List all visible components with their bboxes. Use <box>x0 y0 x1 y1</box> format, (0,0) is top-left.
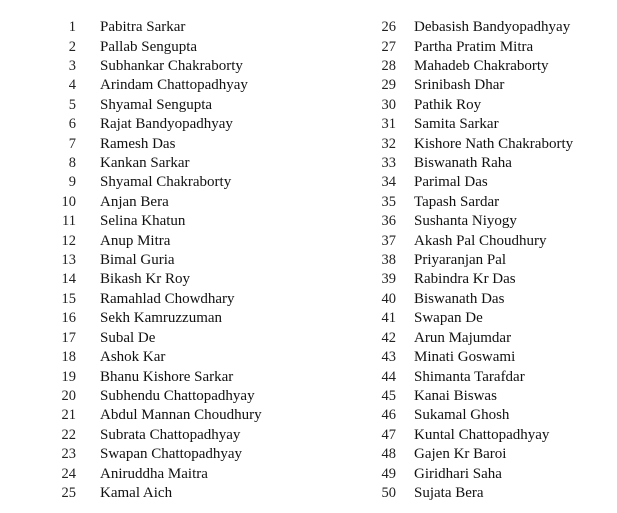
list-item <box>362 309 573 328</box>
list-item-name: Minati Goswami <box>414 349 516 366</box>
list-item-name: Ramesh Das <box>100 135 176 152</box>
list-item-number: 14 <box>61 271 76 288</box>
list-item-number: 50 <box>381 484 396 501</box>
list-item <box>362 464 573 483</box>
list-item-name: Shimanta Tarafdar <box>414 368 525 385</box>
list-item <box>50 426 262 445</box>
list-item <box>362 231 573 250</box>
list-item-name: Arun Majumdar <box>414 329 512 346</box>
list-item-name: Bimal Guria <box>100 252 175 269</box>
list-item-name: Kuntal Chattopadhyay <box>414 426 550 443</box>
list-item-number: 1 <box>68 19 76 36</box>
list-item-number: 42 <box>381 329 396 346</box>
list-item-name: Parimal Das <box>414 174 488 191</box>
list-item-number: 24 <box>61 465 76 482</box>
list-item-name: Ashok Kar <box>100 349 166 366</box>
list-item-name: Biswanath Raha <box>414 155 512 172</box>
list-item <box>362 173 573 192</box>
list-item-number: 31 <box>381 116 396 133</box>
list-item-name: Sukamal Ghosh <box>414 407 510 424</box>
list-item-number: 33 <box>381 155 396 172</box>
list-item <box>50 290 262 309</box>
list-item <box>362 406 573 425</box>
list-item-number: 16 <box>61 310 76 327</box>
list-item-name: Sekh Kamruzzuman <box>100 310 223 327</box>
list-item-number: 10 <box>61 193 76 210</box>
list-item-number: 37 <box>381 232 396 249</box>
list-item-number: 18 <box>61 349 76 366</box>
list-item <box>50 18 262 37</box>
list-item-number: 30 <box>381 96 396 113</box>
list-item <box>50 76 262 95</box>
list-item <box>362 193 573 212</box>
list-item <box>362 484 573 503</box>
list-item-number: 43 <box>381 349 396 366</box>
list-item <box>50 212 262 231</box>
list-item-number: 38 <box>381 252 396 269</box>
list-item-number: 40 <box>381 290 396 307</box>
list-item-number: 12 <box>61 232 76 249</box>
list-item <box>50 270 262 289</box>
list-item-number: 3 <box>68 58 76 75</box>
list-item <box>362 115 573 134</box>
list-item-name: Kishore Nath Chakraborty <box>414 135 574 152</box>
list-item-number: 27 <box>381 38 396 55</box>
list-item-number: 28 <box>381 58 396 75</box>
list-item-number: 25 <box>61 484 76 501</box>
list-item-number: 26 <box>381 19 396 36</box>
list-item <box>50 348 262 367</box>
list-item-name: Subrata Chattopadhyay <box>100 426 241 443</box>
list-item-number: 39 <box>381 271 396 288</box>
list-item-name: Rajat Bandyopadhyay <box>100 116 233 133</box>
list-item <box>362 290 573 309</box>
list-item <box>362 37 573 56</box>
list-item-number: 5 <box>68 96 76 113</box>
list-item <box>362 154 573 173</box>
list-item-name: Anup Mitra <box>100 232 171 249</box>
list-item-number: 19 <box>61 368 76 385</box>
list-item <box>362 18 573 37</box>
list-item-number: 7 <box>68 135 76 152</box>
list-item-number: 20 <box>61 387 76 404</box>
list-item <box>362 387 573 406</box>
left-column <box>50 18 262 503</box>
list-item-name: Ramahlad Chowdhary <box>100 290 235 307</box>
list-item-name: Pabitra Sarkar <box>100 19 186 36</box>
list-item-number: 46 <box>381 407 396 424</box>
list-item-name: Anjan Bera <box>100 193 169 210</box>
list-item-name: Priyaranjan Pal <box>414 252 507 269</box>
list-item-number: 35 <box>381 193 396 210</box>
list-item-name: Shyamal Chakraborty <box>100 174 232 191</box>
list-item-name: Biswanath Das <box>414 290 505 307</box>
list-item <box>50 367 262 386</box>
list-item-name: Subhankar Chakraborty <box>100 58 243 75</box>
list-item <box>50 96 262 115</box>
list-item-name: Abdul Mannan Choudhury <box>100 407 262 424</box>
list-item-number: 13 <box>61 252 76 269</box>
list-item-name: Aniruddha Maitra <box>100 465 208 482</box>
list-item-name: Subal De <box>100 329 156 346</box>
list-item-number: 48 <box>381 446 396 463</box>
list-item <box>50 484 262 503</box>
list-item <box>50 57 262 76</box>
list-item-number: 9 <box>68 174 76 191</box>
list-item <box>362 329 573 348</box>
list-item-name: Pallab Sengupta <box>100 38 198 55</box>
list-item <box>50 37 262 56</box>
list-item-name: Kanai Biswas <box>414 387 497 404</box>
list-item-name: Tapash Sardar <box>414 193 500 210</box>
list-item <box>362 57 573 76</box>
list-item-name: Bikash Kr Roy <box>100 271 190 288</box>
list-item-number: 22 <box>61 426 76 443</box>
list-item-name: Debasish Bandyopadhyay <box>414 19 571 36</box>
list-item-number: 45 <box>381 387 396 404</box>
list-item-number: 32 <box>381 135 396 152</box>
list-item <box>362 270 573 289</box>
list-item-number: 41 <box>381 310 396 327</box>
list-item-name: Giridhari Saha <box>414 465 502 482</box>
list-item <box>362 367 573 386</box>
list-item <box>50 173 262 192</box>
list-item-name: Shyamal Sengupta <box>100 96 213 113</box>
list-item <box>50 251 262 270</box>
list-item-number: 4 <box>68 77 76 94</box>
list-item-number: 8 <box>68 155 76 172</box>
list-item-name: Akash Pal Choudhury <box>414 232 547 249</box>
list-item-number: 34 <box>381 174 396 191</box>
list-item <box>362 445 573 464</box>
list-item <box>362 96 573 115</box>
list-item-name: Subhendu Chattopadhyay <box>100 387 255 404</box>
list-item-name: Swapan De <box>414 310 483 327</box>
list-item-name: Kamal Aich <box>100 484 173 501</box>
list-item-name: Sujata Bera <box>414 484 484 501</box>
list-item-name: Mahadeb Chakraborty <box>414 58 549 75</box>
list-item-number: 47 <box>381 426 396 443</box>
list-item-number: 6 <box>68 116 76 133</box>
list-item-name: Samita Sarkar <box>414 116 499 133</box>
list-item-number: 44 <box>381 368 396 385</box>
list-item-number: 17 <box>61 329 76 346</box>
list-item <box>50 115 262 134</box>
list-item <box>50 154 262 173</box>
list-item <box>50 406 262 425</box>
list-item-name: Bhanu Kishore Sarkar <box>100 368 234 385</box>
list-item-number: 15 <box>61 290 76 307</box>
list-item-number: 36 <box>381 213 396 230</box>
list-item-name: Rabindra Kr Das <box>414 271 516 288</box>
list-item-number: 2 <box>68 38 76 55</box>
list-item <box>362 212 573 231</box>
list-item-name: Kankan Sarkar <box>100 155 190 172</box>
list-item-name: Swapan Chattopadhyay <box>100 446 243 463</box>
list-item <box>50 445 262 464</box>
list-item-number: 29 <box>381 77 396 94</box>
list-item-name: Gajen Kr Baroi <box>414 446 507 463</box>
list-item-name: Pathik Roy <box>414 96 482 113</box>
list-item-name: Selina Khatun <box>100 213 186 230</box>
list-item <box>50 387 262 406</box>
list-item <box>50 329 262 348</box>
list-item-name: Arindam Chattopadhyay <box>100 77 248 94</box>
list-item <box>362 76 573 95</box>
list-item <box>50 464 262 483</box>
right-column <box>362 18 573 503</box>
list-item <box>50 309 262 328</box>
list-item-name: Sushanta Niyogy <box>414 213 517 230</box>
list-item <box>50 231 262 250</box>
list-item-number: 11 <box>62 213 76 230</box>
list-item-number: 21 <box>61 407 76 424</box>
list-item-name: Partha Pratim Mitra <box>414 38 534 55</box>
list-item <box>362 426 573 445</box>
list-item-number: 23 <box>61 446 76 463</box>
list-item <box>362 348 573 367</box>
list-item <box>50 134 262 153</box>
list-item <box>50 193 262 212</box>
list-item <box>362 134 573 153</box>
list-item-name: Srinibash Dhar <box>414 77 505 94</box>
list-item-number: 49 <box>381 465 396 482</box>
list-item <box>362 251 573 270</box>
